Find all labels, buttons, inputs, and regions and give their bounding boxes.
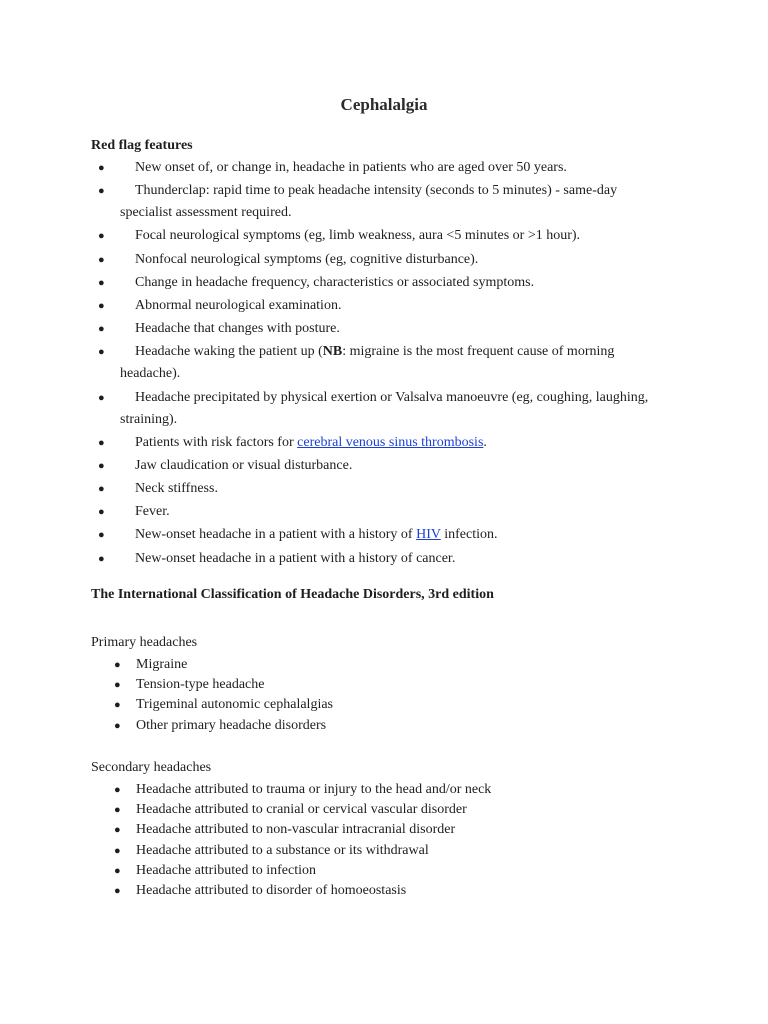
reference-link[interactable]: cerebral venous sinus thrombosis bbox=[297, 434, 484, 450]
red-flag-text: Nonfocal neurological symptoms (eg, cognitive disturbance). bbox=[135, 251, 479, 267]
red-flag-text: Change in headache frequency, characteristics or associated symptoms. bbox=[135, 274, 535, 290]
secondary-headache-item-text: Headache attributed to trauma or injury to the head and/or neck bbox=[136, 782, 492, 797]
bullet-icon: ● bbox=[114, 864, 121, 877]
primary-headache-item-text: Migraine bbox=[136, 657, 188, 672]
red-flag-text: Headache precipitated by physical exertion or Valsalva manoeuvre (eg, coughing, laughing, straining). bbox=[120, 389, 649, 427]
red-flag-text: Thunderclap: rapid time to peak headache intensity (seconds to 5 minutes) - same-day specialist assessment required. bbox=[120, 183, 618, 221]
secondary-headache-item bbox=[0, 780, 768, 800]
bullet-icon: ● bbox=[114, 659, 121, 671]
bullet-icon: ● bbox=[114, 824, 121, 837]
red-flag-item bbox=[0, 225, 768, 247]
red-flag-item bbox=[0, 272, 768, 294]
primary-headache-item bbox=[0, 695, 768, 715]
bullet-icon: ● bbox=[98, 459, 105, 472]
bullet-icon: ● bbox=[98, 185, 105, 198]
red-flag-text: New-onset headache in a patient with a history of cancer. bbox=[135, 550, 456, 566]
bullet-icon: ● bbox=[114, 699, 121, 712]
secondary-headaches-list bbox=[0, 780, 768, 901]
secondary-headache-item bbox=[0, 800, 768, 820]
red-flag-text: Headache that changes with posture. bbox=[135, 321, 340, 337]
bullet-icon: ● bbox=[98, 529, 105, 542]
bullet-icon: ● bbox=[98, 391, 105, 404]
bullet-icon: ● bbox=[114, 784, 121, 796]
red-flag-item bbox=[0, 341, 768, 385]
red-flag-item bbox=[0, 432, 768, 454]
bullet-icon: ● bbox=[98, 162, 105, 174]
red-flag-text: Neck stiffness. bbox=[135, 481, 218, 497]
red-flag-text: New-onset headache in a patient with a history of HIV infection. bbox=[135, 527, 498, 543]
bullet-icon: ● bbox=[98, 436, 105, 449]
red-flag-item bbox=[0, 478, 768, 500]
primary-headache-item-text: Trigeminal autonomic cephalalgias bbox=[136, 697, 333, 713]
bullet-icon: ● bbox=[114, 804, 121, 817]
bullet-icon: ● bbox=[98, 323, 105, 336]
primary-headache-item bbox=[0, 675, 768, 695]
secondary-headache-item bbox=[0, 861, 768, 881]
bullet-icon: ● bbox=[114, 844, 121, 857]
primary-headaches-label: Primary headaches bbox=[91, 635, 198, 650]
secondary-headache-item-text: Headache attributed to non-vascular intracranial disorder bbox=[136, 822, 456, 838]
primary-headache-item-text: Tension-type headache bbox=[136, 677, 265, 693]
secondary-headache-item-text: Headache attributed to disorder of homoeostasis bbox=[136, 883, 407, 899]
bullet-icon: ● bbox=[98, 506, 105, 519]
red-flags-heading: Red flag features bbox=[91, 138, 193, 153]
red-flag-item bbox=[0, 318, 768, 340]
bullet-icon: ● bbox=[98, 276, 105, 289]
red-flag-item bbox=[0, 180, 768, 224]
bullet-icon: ● bbox=[114, 719, 121, 732]
bullet-icon: ● bbox=[114, 679, 121, 692]
red-flag-item bbox=[0, 548, 768, 570]
red-flag-text: Patients with risk factors for cerebral venous sinus thrombosis. bbox=[135, 434, 487, 450]
bullet-icon: ● bbox=[98, 483, 105, 496]
red-flag-item bbox=[0, 387, 768, 431]
red-flag-text: Headache waking the patient up (NB: migraine is the most frequent cause of morning headache). bbox=[120, 344, 615, 382]
bullet-icon: ● bbox=[98, 230, 105, 243]
red-flag-item bbox=[0, 157, 768, 179]
secondary-headache-item bbox=[0, 881, 768, 901]
emphasis-text: NB bbox=[322, 344, 343, 360]
secondary-headache-item-text: Headache attributed to cranial or cervical vascular disorder bbox=[136, 802, 467, 818]
red-flag-item bbox=[0, 455, 768, 477]
red-flag-text: Jaw claudication or visual disturbance. bbox=[135, 457, 353, 473]
red-flag-text: Focal neurological symptoms (eg, limb weakness, aura <5 minutes or >1 hour). bbox=[135, 228, 581, 244]
red-flags-list bbox=[0, 157, 768, 571]
bullet-icon: ● bbox=[98, 253, 105, 266]
primary-headache-item bbox=[0, 716, 768, 736]
icd-heading: The International Classification of Headache Disorders, 3rd edition bbox=[91, 587, 494, 602]
red-flag-text: New onset of, or change in, headache in patients who are aged over 50 years. bbox=[135, 160, 567, 175]
reference-link[interactable]: HIV bbox=[416, 527, 441, 543]
secondary-headaches-label: Secondary headaches bbox=[91, 760, 212, 775]
secondary-headache-item bbox=[0, 841, 768, 861]
red-flag-text: Abnormal neurological examination. bbox=[135, 297, 342, 313]
red-flag-item bbox=[0, 249, 768, 271]
red-flag-item bbox=[0, 501, 768, 523]
red-flag-item bbox=[0, 524, 768, 546]
secondary-headache-item bbox=[0, 820, 768, 840]
bullet-icon: ● bbox=[114, 885, 121, 898]
secondary-headache-item-text: Headache attributed to infection bbox=[136, 862, 316, 878]
bullet-icon: ● bbox=[98, 299, 105, 312]
bullet-icon: ● bbox=[98, 346, 105, 359]
secondary-headache-item-text: Headache attributed to a substance or its withdrawal bbox=[136, 842, 429, 858]
primary-headache-item bbox=[0, 655, 768, 675]
primary-headache-item-text: Other primary headache disorders bbox=[136, 717, 327, 733]
bullet-icon: ● bbox=[98, 552, 105, 565]
red-flag-text: Fever. bbox=[135, 504, 170, 520]
page-title: Cephalalgia bbox=[340, 95, 428, 114]
red-flag-item bbox=[0, 295, 768, 317]
primary-headaches-list bbox=[0, 655, 768, 736]
